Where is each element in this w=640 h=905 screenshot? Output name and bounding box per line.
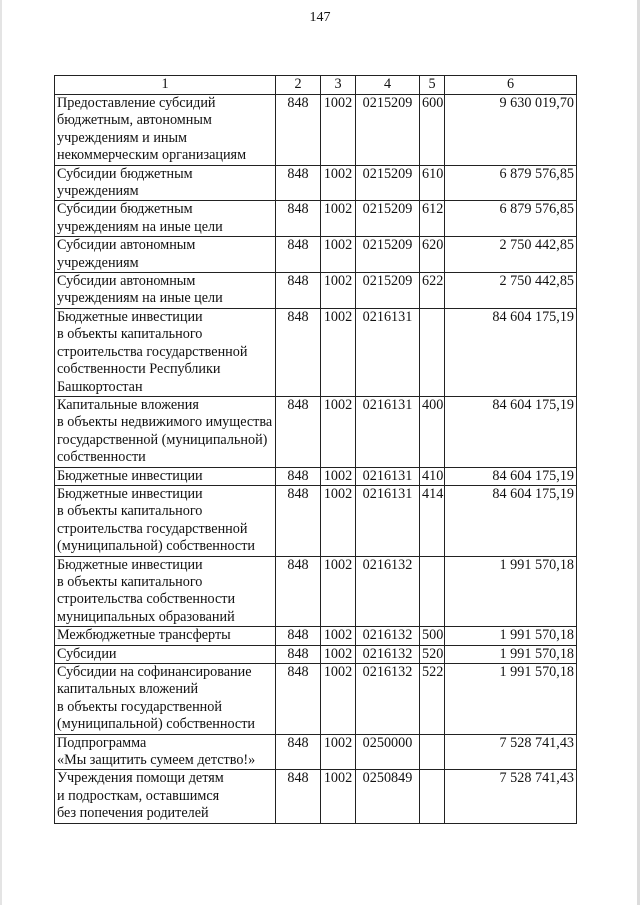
cell-col-2: 848	[276, 645, 321, 663]
cell-col-4: 0215209	[356, 237, 420, 273]
cell-col-4: 0216132	[356, 627, 420, 645]
cell-amount: 6 879 576,85	[445, 165, 577, 201]
cell-col-2: 848	[276, 627, 321, 645]
cell-amount: 1 991 570,18	[445, 627, 577, 645]
cell-col-3: 1002	[321, 770, 356, 823]
cell-name: Бюджетные инвестиции	[55, 467, 276, 485]
cell-col-2: 848	[276, 201, 321, 237]
cell-amount: 9 630 019,70	[445, 95, 577, 166]
table-row	[55, 273, 577, 309]
table-row	[55, 627, 577, 645]
cell-col-2: 848	[276, 664, 321, 735]
cell-col-4: 0215209	[356, 273, 420, 309]
cell-col-2: 848	[276, 165, 321, 201]
table-body	[55, 95, 577, 824]
cell-amount: 84 604 175,19	[445, 308, 577, 396]
cell-amount: 84 604 175,19	[445, 467, 577, 485]
scan-edge-left	[0, 0, 2, 905]
cell-amount: 2 750 442,85	[445, 237, 577, 273]
cell-col-2: 848	[276, 237, 321, 273]
cell-col-3: 1002	[321, 556, 356, 627]
cell-amount: 1 991 570,18	[445, 664, 577, 735]
cell-col-5	[420, 770, 445, 823]
cell-amount: 2 750 442,85	[445, 273, 577, 309]
cell-col-3: 1002	[321, 485, 356, 556]
cell-col-4: 0216131	[356, 308, 420, 396]
cell-col-4: 0216132	[356, 645, 420, 663]
cell-col-5: 612	[420, 201, 445, 237]
header-col-4: 4	[356, 76, 420, 95]
cell-col-5: 414	[420, 485, 445, 556]
table-row	[55, 467, 577, 485]
table-row	[55, 308, 577, 396]
cell-name: Подпрограмма «Мы защитить сумеем детство!»	[55, 734, 276, 770]
cell-col-5	[420, 734, 445, 770]
cell-name: Межбюджетные трансферты	[55, 627, 276, 645]
table-row	[55, 165, 577, 201]
cell-col-5: 622	[420, 273, 445, 309]
cell-col-2: 848	[276, 556, 321, 627]
cell-col-4: 0215209	[356, 201, 420, 237]
cell-col-4: 0250849	[356, 770, 420, 823]
cell-col-2: 848	[276, 273, 321, 309]
cell-col-5: 610	[420, 165, 445, 201]
cell-col-4: 0216131	[356, 467, 420, 485]
cell-col-4: 0215209	[356, 165, 420, 201]
cell-name: Предоставление субсидий бюджетным, автономным учреждениям и иным некоммерческим организациям	[55, 95, 276, 166]
cell-col-5: 400	[420, 396, 445, 467]
cell-name: Субсидии	[55, 645, 276, 663]
cell-name: Субсидии автономным учреждениям на иные цели	[55, 273, 276, 309]
cell-col-3: 1002	[321, 95, 356, 166]
cell-col-2: 848	[276, 485, 321, 556]
cell-amount: 1 991 570,18	[445, 645, 577, 663]
cell-col-5: 500	[420, 627, 445, 645]
table-row	[55, 645, 577, 663]
table-row	[55, 770, 577, 823]
page-number: 147	[309, 10, 331, 25]
cell-col-3: 1002	[321, 734, 356, 770]
cell-col-4: 0216132	[356, 556, 420, 627]
cell-name: Субсидии автономным учреждениям	[55, 237, 276, 273]
header-row	[55, 76, 577, 95]
cell-name: Субсидии бюджетным учреждениям на иные цели	[55, 201, 276, 237]
cell-col-4: 0216132	[356, 664, 420, 735]
header-col-6: 6	[445, 76, 577, 95]
cell-col-3: 1002	[321, 308, 356, 396]
cell-col-5: 520	[420, 645, 445, 663]
cell-amount: 1 991 570,18	[445, 556, 577, 627]
budget-table	[54, 75, 577, 824]
cell-col-2: 848	[276, 467, 321, 485]
cell-name: Бюджетные инвестиции в объекты капитального строительства государственной (муниципальной) собственности	[55, 485, 276, 556]
cell-col-3: 1002	[321, 627, 356, 645]
header-col-5: 5	[420, 76, 445, 95]
table-row	[55, 237, 577, 273]
cell-col-5: 620	[420, 237, 445, 273]
cell-name: Капитальные вложения в объекты недвижимого имущества государственной (муниципальной) собственности	[55, 396, 276, 467]
cell-col-4: 0216131	[356, 485, 420, 556]
cell-name: Субсидии бюджетным учреждениям	[55, 165, 276, 201]
cell-col-2: 848	[276, 396, 321, 467]
header-col-3: 3	[321, 76, 356, 95]
cell-col-3: 1002	[321, 664, 356, 735]
cell-amount: 7 528 741,43	[445, 770, 577, 823]
cell-col-5: 522	[420, 664, 445, 735]
cell-col-4: 0215209	[356, 95, 420, 166]
cell-col-3: 1002	[321, 165, 356, 201]
cell-name: Бюджетные инвестиции в объекты капитального строительства государственной собственности Республики Башкортостан	[55, 308, 276, 396]
cell-col-5: 410	[420, 467, 445, 485]
cell-col-2: 848	[276, 734, 321, 770]
cell-col-3: 1002	[321, 237, 356, 273]
table-row	[55, 396, 577, 467]
cell-amount: 6 879 576,85	[445, 201, 577, 237]
cell-col-3: 1002	[321, 273, 356, 309]
cell-name: Учреждения помощи детям и подросткам, оставшимся без попечения родителей	[55, 770, 276, 823]
cell-amount: 84 604 175,19	[445, 396, 577, 467]
cell-col-3: 1002	[321, 396, 356, 467]
table-row	[55, 664, 577, 735]
cell-col-2: 848	[276, 770, 321, 823]
cell-amount: 7 528 741,43	[445, 734, 577, 770]
header-col-1: 1	[55, 76, 276, 95]
cell-col-2: 848	[276, 95, 321, 166]
cell-name: Бюджетные инвестиции в объекты капитального строительства собственности муниципальных образований	[55, 556, 276, 627]
cell-name: Субсидии на софинансирование капитальных вложений в объекты государственной (муниципальной) собственности	[55, 664, 276, 735]
table-row	[55, 95, 577, 166]
cell-col-3: 1002	[321, 467, 356, 485]
table-row	[55, 201, 577, 237]
table-row	[55, 734, 577, 770]
cell-col-4: 0216131	[356, 396, 420, 467]
cell-col-3: 1002	[321, 201, 356, 237]
header-col-2: 2	[276, 76, 321, 95]
cell-amount: 84 604 175,19	[445, 485, 577, 556]
cell-col-4: 0250000	[356, 734, 420, 770]
cell-col-2: 848	[276, 308, 321, 396]
cell-col-5	[420, 308, 445, 396]
cell-col-3: 1002	[321, 645, 356, 663]
table-row	[55, 485, 577, 556]
cell-col-5: 600	[420, 95, 445, 166]
table-row	[55, 556, 577, 627]
cell-col-5	[420, 556, 445, 627]
